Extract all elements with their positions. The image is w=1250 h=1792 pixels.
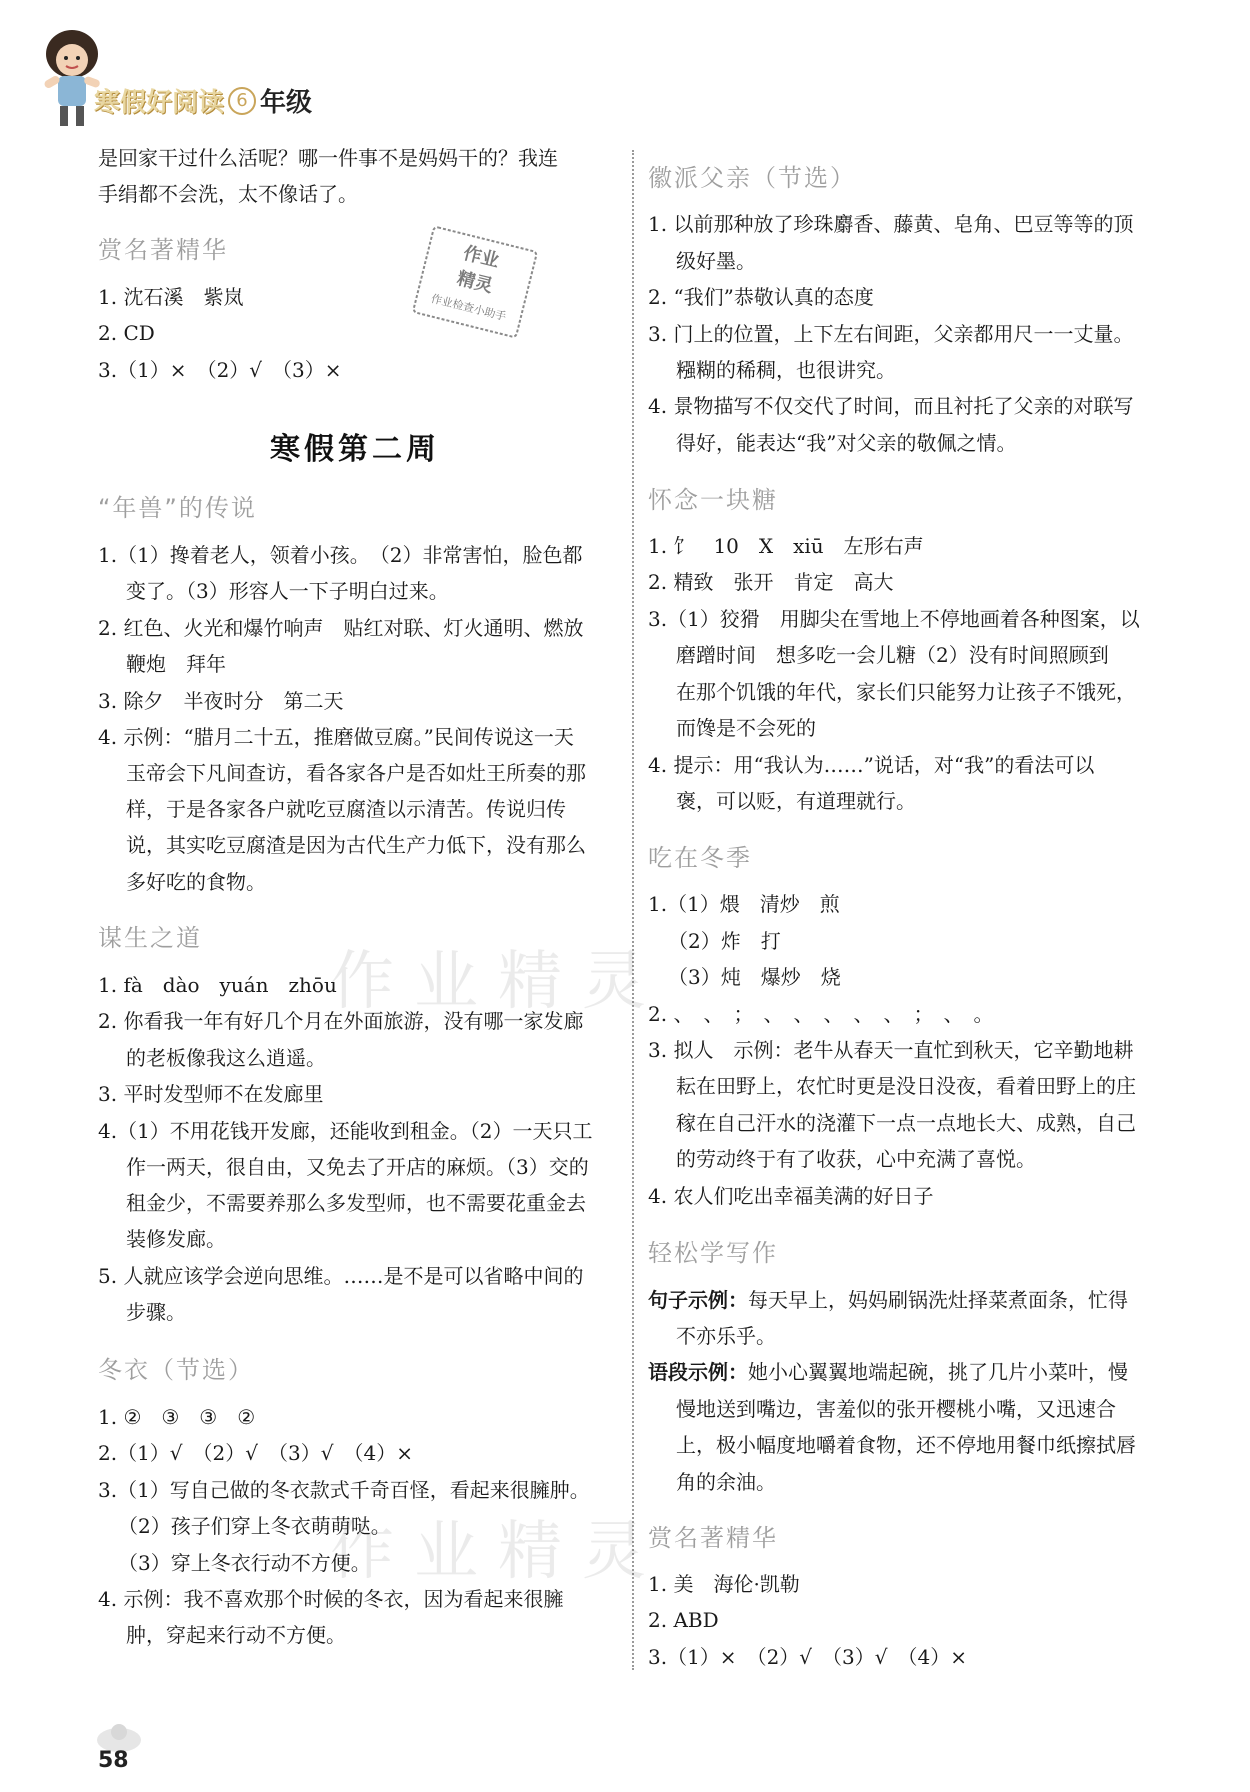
answer-line: 步骤。 xyxy=(126,1300,186,1324)
section-title: 冬衣（节选） xyxy=(98,1356,254,1384)
answer-line: 2. 红色、火光和爆竹响声 贴红对联、灯火通明、燃放 xyxy=(98,616,584,640)
answer-line: 4. 示例：“腊月二十五，推磨做豆腐。”民间传说这一天 xyxy=(98,725,574,749)
answer-line: 1.（1）搀着老人，领着小孩。 （2）非常害怕，脸色都 xyxy=(98,543,583,567)
answer-line: 级好墨。 xyxy=(676,249,756,273)
answer-line: 多好吃的食物。 xyxy=(126,870,266,894)
answer-line: 2. “我们”恭敬认真的态度 xyxy=(648,285,874,309)
section-title: 轻松学写作 xyxy=(648,1239,778,1267)
answer-line: （3）穿上冬衣行动不方便。 xyxy=(118,1551,371,1575)
stamp-line3: 作业检查小助手 xyxy=(429,292,508,324)
answer-line: 1. 美 海伦·凯勒 xyxy=(648,1572,800,1596)
page-header xyxy=(36,20,436,130)
intro-line: 是回家干过什么活呢？哪一件事不是妈妈干的？我连 xyxy=(98,146,558,170)
answer-line: 2. 、 、 ； 、 、 、 、 、 ； 、 。 xyxy=(648,1002,994,1026)
answer-line: 而馋是不会死的 xyxy=(676,716,816,740)
answer-line: 1. ② ③ ③ ② xyxy=(98,1405,256,1429)
section-title: 徽派父亲（节选） xyxy=(648,164,856,192)
grade-text: 年级 xyxy=(260,88,313,118)
answer-line: 的劳动终于有了收获，心中充满了喜悦。 xyxy=(676,1147,1036,1171)
answer-line: （2）孩子们穿上冬衣萌萌哒。 xyxy=(118,1514,391,1538)
answer-line: 上，极小幅度地嚼着食物，还不停地用餐巾纸擦拭唇 xyxy=(676,1433,1136,1457)
sentence-text: 每天早上，妈妈刷锅洗灶择菜煮面条，忙得 xyxy=(748,1288,1128,1312)
section-title: 赏名著精华 xyxy=(648,1524,778,1552)
answer-line: （3）炖 爆炒 烧 xyxy=(668,965,841,989)
answer-line: 3.（1）狡猾 用脚尖在雪地上不停地画着各种图案，以 xyxy=(648,607,1140,631)
section-title: 赏名著精华 xyxy=(98,236,228,264)
section-title: “年兽”的传说 xyxy=(98,494,257,522)
answer-line: 4. 景物描写不仅交代了时间，而且衬托了父亲的对联写 xyxy=(648,394,1134,418)
stamp-line1: 作业 xyxy=(461,242,502,272)
answer-line: 说，其实吃豆腐渣是因为古代生产力低下，没有那么 xyxy=(126,833,586,857)
writing-paragraph xyxy=(648,1357,1128,1387)
section-title: 谋生之道 xyxy=(98,924,202,952)
answer-line: 褒，可以贬，有道理就行。 xyxy=(676,789,916,813)
answer-line: 2. 精致 张开 肯定 高大 xyxy=(648,570,894,594)
answer-line: 2. CD xyxy=(98,321,155,345)
answer-line: 1.（1）煨 清炒 煎 xyxy=(648,892,840,916)
brand-title: 寒假好阅读 xyxy=(94,88,225,118)
answer-line: 玉帝会下凡间查访，看各家各户是否如灶王所奏的那 xyxy=(126,761,586,785)
answer-line: 3.（1）× （2）√ （3）× xyxy=(98,358,342,382)
answer-line: 1. 以前那种放了珍珠麝香、藤黄、皂角、巴豆等等的顶 xyxy=(648,212,1134,236)
sentence-label: 句子示例： xyxy=(648,1288,748,1312)
answer-line: 1. 饣 10 X xiū 左形右声 xyxy=(648,534,924,558)
paragraph-text: 她小心翼翼地端起碗，挑了几片小菜叶，慢 xyxy=(748,1360,1128,1384)
brand xyxy=(94,82,312,119)
answer-line: 角的余油。 xyxy=(676,1470,776,1494)
page-number: 58 xyxy=(98,1748,129,1773)
watermark: 作业精灵 xyxy=(330,1515,666,1589)
section-title: 怀念一块糖 xyxy=(648,486,778,514)
answer-line: 1. 沈石溪 紫岚 xyxy=(98,285,244,309)
answer-line: 样，于是各家各户就吃豆腐渣以示清苦。传说归传 xyxy=(126,797,566,821)
answer-line: 2. ABD xyxy=(648,1608,719,1632)
answer-line: （2）炸 打 xyxy=(668,929,781,953)
answer-line: 3. 门上的位置，上下左右间距，父亲都用尺一一丈量。 xyxy=(648,322,1134,346)
watermark: 作业精灵 xyxy=(330,945,666,1019)
answer-line: 4. 农人们吃出幸福美满的好日子 xyxy=(648,1184,934,1208)
answer-line: 1. fà dào yuán zhōu xyxy=(98,973,337,997)
answer-line: 3.（1）× （2）√ （3）√ （4）× xyxy=(648,1645,967,1669)
answer-line: 在那个饥饿的年代，家长们只能努力让孩子不饿死， xyxy=(676,680,1136,704)
answer-line: 装修发廊。 xyxy=(126,1227,226,1251)
week-title: 寒假第二周 xyxy=(270,432,440,467)
answer-line: 鞭炮 拜年 xyxy=(126,652,226,676)
writing-sentence xyxy=(648,1285,1128,1315)
answer-line: 不亦乐乎。 xyxy=(676,1324,776,1348)
answer-line: 作一两天，很自由，又免去了开店的麻烦。（3）交的 xyxy=(126,1155,589,1179)
answer-line: 3. 拟人 示例：老牛从春天一直忙到秋天，它辛勤地耕 xyxy=(648,1038,1134,1062)
answer-line: 4. 示例：我不喜欢那个时候的冬衣，因为看起来很臃 xyxy=(98,1587,564,1611)
column-divider xyxy=(632,150,634,1670)
answer-line: 5. 人就应该学会逆向思维。……是不是可以省略中间的 xyxy=(98,1264,584,1288)
intro-line: 手绢都不会洗，太不像话了。 xyxy=(98,182,358,206)
stamp-line2: 精灵 xyxy=(454,267,495,298)
answer-line: 2.（1）√ （2）√ （3）√ （4）× xyxy=(98,1441,413,1465)
answer-line: 租金少，不需要养那么多发型师，也不需要花重金去 xyxy=(126,1191,586,1215)
answer-line: 3.（1）写自己做的冬衣款式千奇百怪，看起来很臃肿。 xyxy=(98,1478,590,1502)
homework-stamp xyxy=(412,226,538,338)
section-title: 吃在冬季 xyxy=(648,844,752,872)
answer-line: 肿，穿起来行动不方便。 xyxy=(126,1623,346,1647)
answer-line: 变了。（3）形容人一下子明白过来。 xyxy=(126,579,449,603)
answer-line: 4. 提示：用“我认为……”说话，对“我”的看法可以 xyxy=(648,753,1095,777)
answer-line: 得好，能表达“我”对父亲的敬佩之情。 xyxy=(676,431,1017,455)
answer-line: 的老板像我这么逍遥。 xyxy=(126,1046,326,1070)
grade-number: 6 xyxy=(228,87,256,115)
answer-line: 3. 除夕 半夜时分 第二天 xyxy=(98,689,344,713)
answer-line: 2. 你看我一年有好几个月在外面旅游，没有哪一家发廊 xyxy=(98,1009,584,1033)
answer-line: 耘在田野上，农忙时更是没日没夜，看着田野上的庄 xyxy=(676,1074,1136,1098)
answer-line: 慢地送到嘴边，害羞似的张开樱桃小嘴，又迅速合 xyxy=(676,1397,1116,1421)
answer-line: 稼在自己汗水的浇灌下一点一点地长大、成熟，自己 xyxy=(676,1111,1136,1135)
answer-line: 3. 平时发型师不在发廊里 xyxy=(98,1082,324,1106)
answer-line: 糨糊的稀稠，也很讲究。 xyxy=(676,358,896,382)
answer-line: 磨蹭时间 想多吃一会儿糖（2）没有时间照顾到 xyxy=(676,643,1109,667)
paragraph-label: 语段示例： xyxy=(648,1360,748,1384)
answer-line: 4.（1）不用花钱开发廊，还能收到租金。（2）一天只工 xyxy=(98,1119,593,1143)
